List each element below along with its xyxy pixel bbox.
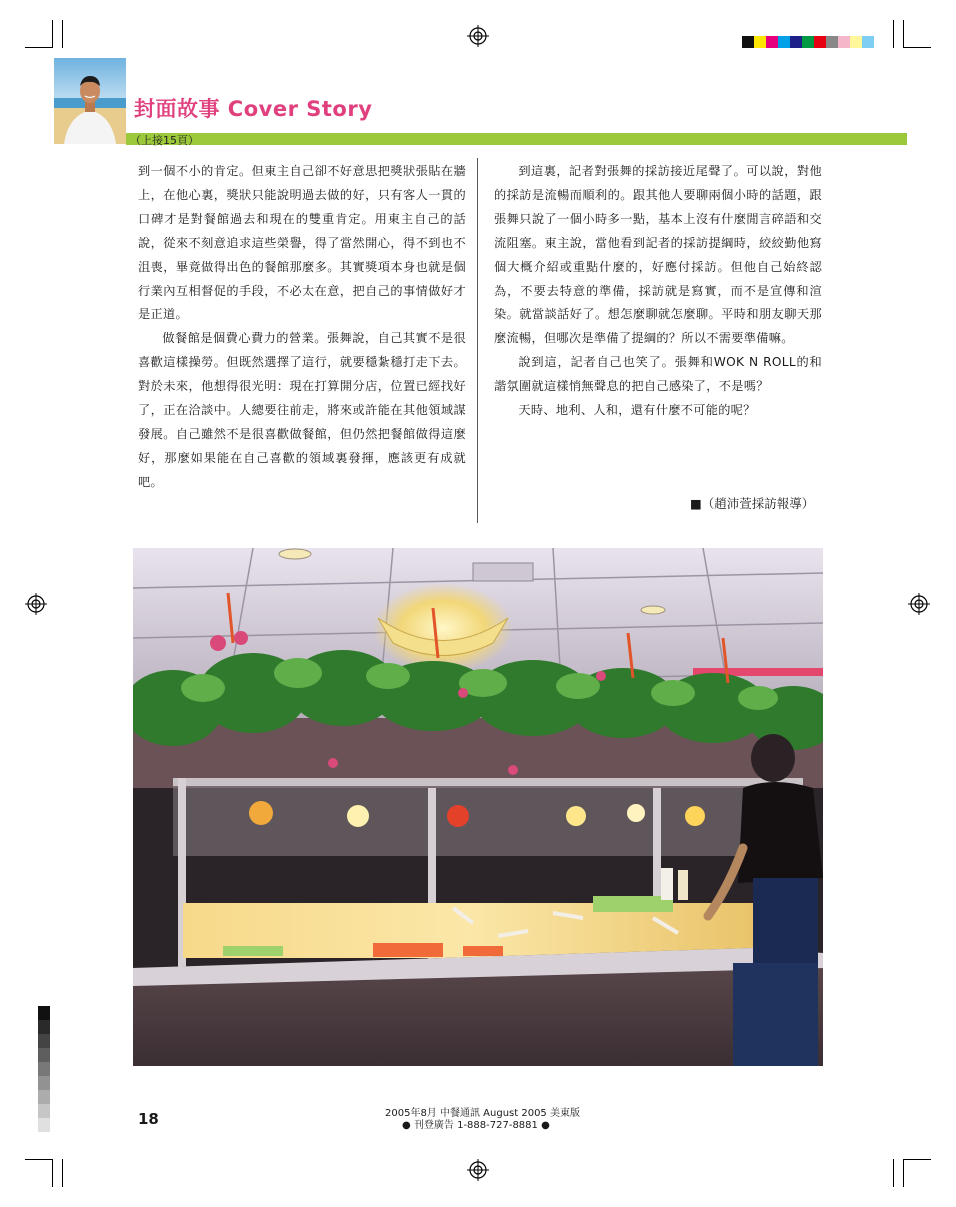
- gray-swatch: [38, 1006, 50, 1020]
- article-column-left: [138, 160, 466, 495]
- gray-swatch: [38, 1062, 50, 1076]
- crop-mark: [25, 47, 53, 48]
- crop-mark: [903, 47, 931, 48]
- crop-mark: [903, 1159, 931, 1160]
- crop-mark: [62, 20, 63, 48]
- crop-mark: [52, 1159, 53, 1187]
- article-paragraph: 到一個不小的肯定。但東主自己卻不好意思把獎狀張貼在牆上，在他心裏，獎狀只能說明過去做的好，只有客人一貫的口碑才是對餐館過去和現在的雙重肯定。用東主自己的話說，從來不刻意追求這些榮譽，得了當然開心，得不到也不沮喪，畢竟做得出色的餐館那麼多。其實獎項本身也就是個行業內互相督促的手段，不必太在意，把自己的事情做好才是正道。: [138, 164, 466, 322]
- gray-swatch: [38, 1048, 50, 1062]
- crop-mark: [62, 1159, 63, 1187]
- color-swatch: [754, 36, 766, 48]
- column-divider: [477, 158, 478, 523]
- color-swatch: [790, 36, 802, 48]
- byline: ■（趙沛萱採訪報導）: [690, 496, 815, 511]
- registration-mark-icon: [25, 593, 47, 615]
- color-swatch: [826, 36, 838, 48]
- registration-mark-icon: [467, 25, 489, 47]
- gray-swatch: [38, 1020, 50, 1034]
- article-paragraph: 說到這，記者自己也笑了。張舞和WOK N ROLL的和諧氛圍就這樣悄無聲息的把自己感染了，不是嗎？: [494, 355, 822, 394]
- color-swatch: [862, 36, 874, 48]
- crop-mark: [903, 1159, 904, 1187]
- crop-mark: [52, 20, 53, 48]
- color-swatch: [850, 36, 862, 48]
- color-swatch: [778, 36, 790, 48]
- crop-mark: [25, 1159, 53, 1160]
- page-number: 18: [138, 1110, 159, 1128]
- continued-from-note: （上接15頁）: [130, 134, 199, 147]
- crop-mark: [903, 20, 904, 48]
- article-paragraph: 做餐館是個費心費力的營業。張舞說，自己其實不是很喜歡這樣操勞。但既然選擇了這行，就要穩紮穩打走下去。對於未來，他想得很光明：現在打算開分店，位置已經找好了，正在洽談中。人總要往前走，將來或許能在其他領域謀發展。自己雖然不是很喜歡做餐館，但仍然把餐館做得這麼好，那麼如果能在自己喜歡的領域裏發揮，應該更有成就吧。: [138, 331, 466, 489]
- grayscale-calibration-bar: [38, 1006, 50, 1132]
- gray-swatch: [38, 1118, 50, 1132]
- buffet-photo: [133, 548, 823, 1066]
- color-swatch: [742, 36, 754, 48]
- author-portrait: [54, 58, 126, 144]
- section-title: 封面故事 Cover Story: [134, 97, 373, 121]
- gray-swatch: [38, 1104, 50, 1118]
- gray-swatch: [38, 1090, 50, 1104]
- section-divider-band: [126, 133, 907, 145]
- article-paragraph: 天時、地利、人和，還有什麼不可能的呢？: [518, 403, 756, 418]
- registration-mark-icon: [467, 1159, 489, 1181]
- gray-swatch: [38, 1034, 50, 1048]
- issue-info: 2005年8月 中餐通訊 August 2005 美東版: [385, 1108, 580, 1119]
- color-swatch: [766, 36, 778, 48]
- article-column-right: [494, 160, 822, 423]
- crop-mark: [893, 1159, 894, 1187]
- gray-swatch: [38, 1076, 50, 1090]
- registration-mark-icon: [908, 593, 930, 615]
- article-paragraph: 到這裏，記者對張舞的採訪接近尾聲了。可以說，對他的採訪是流暢而順利的。跟其他人要聊兩個小時的話題，跟張舞只說了一個小時多一點，基本上沒有什麼閒言碎語和交流阻塞。東主說，當他看到記者的採訪提綱時，絞絞勤他寫個大概介紹或重點什麼的，好應付採訪。但他自己始終認為，不要去特意的準備，採訪就是寫實，而不是宣傳和渲染。就當談話好了。想怎麼聊就怎麼聊。平時和朋友聊天那麼流暢，但哪次是準備了提綱的？所以不需要準備嘛。: [494, 164, 822, 346]
- crop-mark: [893, 20, 894, 48]
- color-swatch: [838, 36, 850, 48]
- color-swatch: [814, 36, 826, 48]
- color-swatch: [802, 36, 814, 48]
- color-calibration-bar: [742, 36, 874, 48]
- advertising-hotline: ● 刊登廣告 1-888-727-8881 ●: [402, 1120, 550, 1131]
